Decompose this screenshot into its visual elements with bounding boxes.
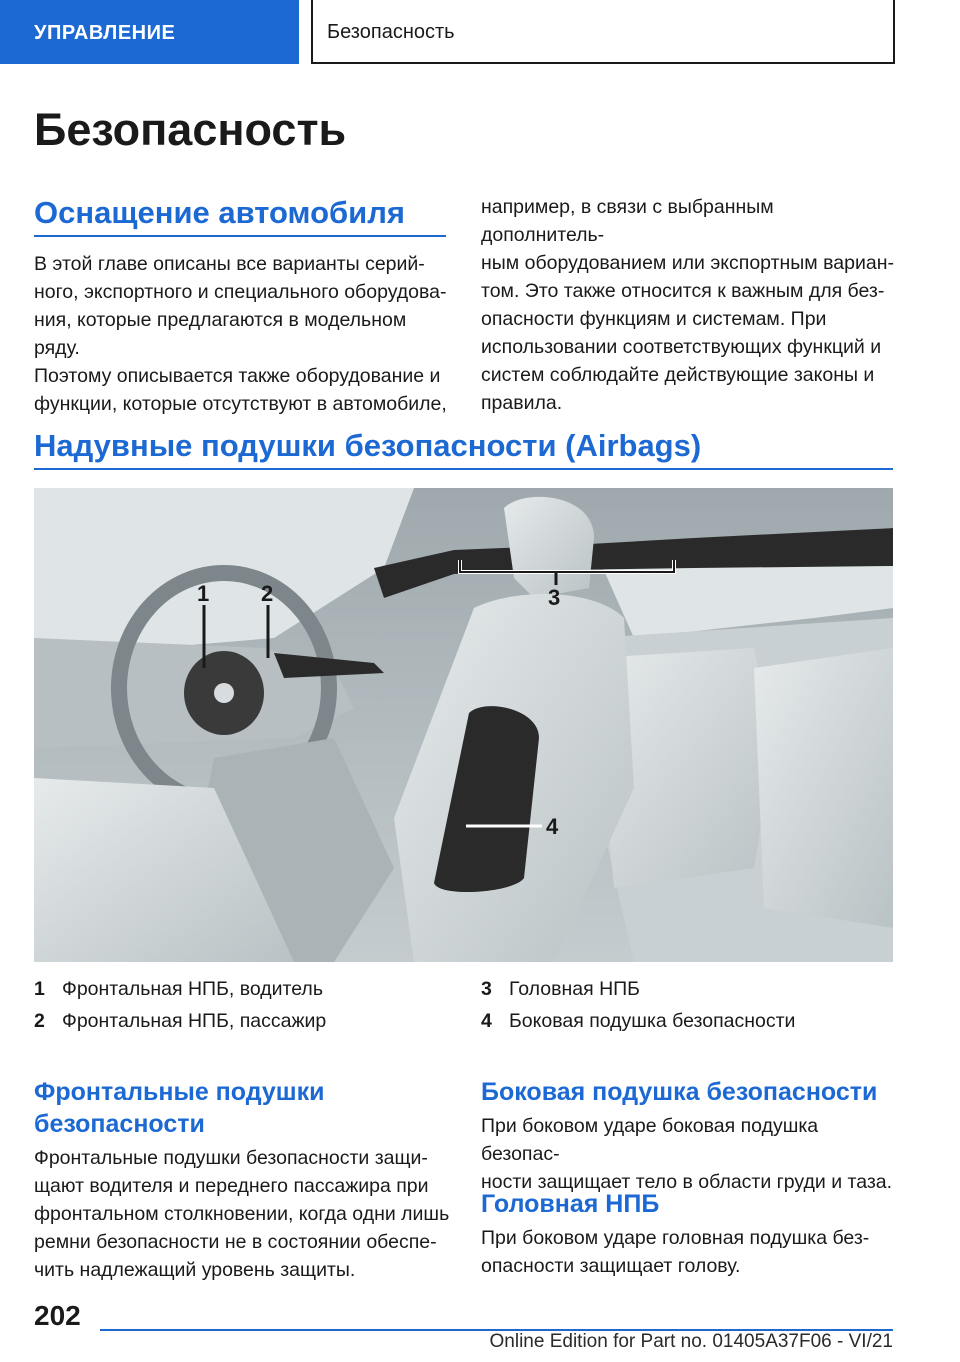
caption-number: 1 [34,978,45,1000]
text-line: систем соблюдайте действующие законы и [481,364,875,386]
caption-text: Фронтальная НПБ, пассажир [62,1010,327,1032]
callout-4: 4 [546,814,559,839]
text-line: чить надлежащий уровень защиты. [34,1259,356,1281]
caption-item [481,1007,795,1035]
text-line: например, в связи с выбранным дополнитель- [481,196,774,246]
caption-text: Боковая подушка безопасности [509,1010,796,1032]
text-line: Поэтому описывается также оборудование и [34,365,441,387]
frontal-airbags-text [34,1144,454,1284]
caption-text: Головная НПБ [509,978,640,1000]
callout-3: 3 [548,585,561,610]
footer-edition: Online Edition for Part no. 01405A37F06 - VI/21 [489,1331,893,1352]
text-line: фронтальном столкновении, когда одни лишь [34,1203,450,1225]
caption-item [34,975,323,1003]
caption-item [481,975,640,1003]
text-line: ного, экспортного и специального оборудова- [34,281,447,303]
text-line: опасности функциям и системам. При [481,308,827,330]
side-airbag-text [481,1112,901,1196]
heading-frontal-airbags [34,1076,325,1140]
callout-2: 2 [261,581,274,606]
section-rule-equipment [34,235,446,237]
car-interior-illustration [34,488,893,962]
text-line: щают водителя и переднего пассажира при [34,1175,429,1197]
header-section-tab: УПРАВЛЕНИЕ [0,0,299,64]
caption-number: 3 [481,978,492,1000]
page-number: 202 [34,1300,81,1331]
header-breadcrumb: Безопасность [311,0,895,64]
text-line: При боковом ударе боковая подушка безопас- [481,1115,819,1165]
section-heading-airbags: Надувные подушки безопасности (Airbags) [34,428,702,463]
head-airbag-text [481,1224,901,1280]
text-line: использовании соответствующих функций и [481,336,882,358]
caption-number: 4 [481,1010,492,1032]
text-line: Фронтальные подушки безопасности защи- [34,1147,428,1169]
heading-head-airbag: Головная НПБ [481,1190,660,1218]
text-line: правила. [481,392,563,414]
page-title: Безопасность [34,104,347,155]
heading-line: Фронтальные подушки [34,1078,325,1106]
equipment-text-right [481,193,901,417]
caption-number: 2 [34,1010,45,1032]
text-line: ремни безопасности не в состоянии обеспе- [34,1231,437,1253]
text-line: В этой главе описаны все варианты серий- [34,253,425,275]
text-line: ния, которые предлагаются в модельном ряду. [34,309,407,359]
text-line: опасности защищает голову. [481,1255,741,1277]
text-line: При боковом ударе головная подушка без- [481,1227,870,1249]
text-line: ным оборудованием или экспортным вариан- [481,252,894,274]
section-heading-equipment: Оснащение автомобиля [34,195,405,230]
caption-text: Фронтальная НПБ, водитель [62,978,323,1000]
heading-side-airbag: Боковая подушка безопасности [481,1078,878,1106]
text-line: том. Это также относится к важным для без- [481,280,885,302]
heading-line: безопасности [34,1110,205,1138]
section-rule-airbags [34,468,893,470]
callout-1: 1 [197,581,210,606]
text-line: ности защищает тело в области груди и таза. [481,1171,893,1193]
caption-item [34,1007,326,1035]
equipment-text-left [34,250,454,418]
text-line: функции, которые отсутствуют в автомобиле, [34,393,447,415]
